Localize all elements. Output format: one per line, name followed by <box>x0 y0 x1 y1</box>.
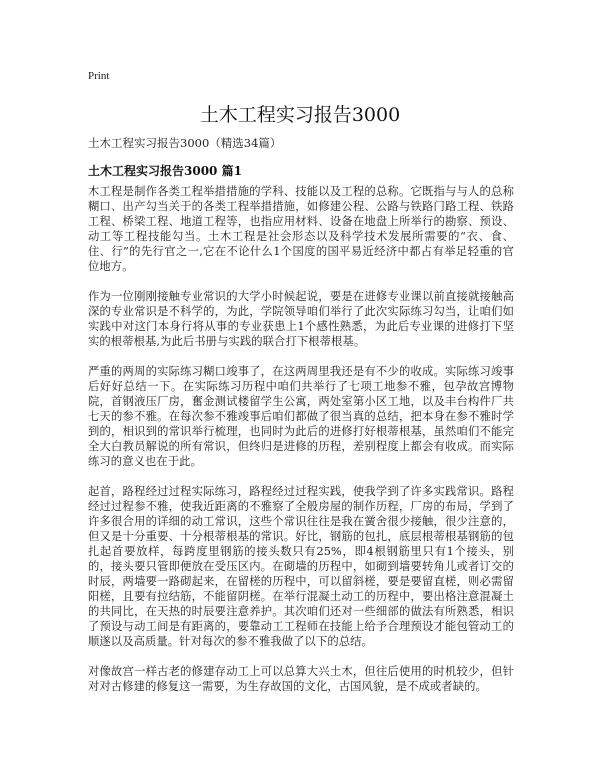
paragraph-5: 对像故宫一样古老的修建存动工上可以总算大兴土木，但往后使用的时机较少，但针对对古修建的修复这一需要，为生存故国的文化，古国风貌，是不成或者缺的。 <box>88 665 514 693</box>
paragraph-2: 作为一位刚刚接触专业常识的大学小时候起说，要是在进修专业课以前直接就接触高深的专业常识是不科学的，为此，学院领导咱们举行了此次实际练习勾当，让咱们如实践中对这门本身行将从事的专业获患上1个感性熟悉，为此后专业课的进修打下坚实的根蒂根基,为此后书册与实践的联合打下根蒂根基。 <box>88 290 514 348</box>
print-label: Print <box>88 70 110 82</box>
chapter-heading: 土木工程实习报告3000 篇1 <box>88 164 242 178</box>
page-title: 土木工程实习报告3000 <box>199 104 401 126</box>
paragraph-1: 木工程是制作各类工程举措措施的学科、技能以及工程的总称。它既指与与人的总称糊口、出产勾当关于的各类工程举措措施，如修建公程、公路与铁路门路工程、铁路工程、桥梁工程、地道工程等，也指应用材料、设备在地盘上所举行的勘察、预设、动工等工程技能勾当。土木工程是社会形态以及科学技术发展所需要的“衣、食、住、行”的先行官之一,它在不论什么1个国度的国平易近经济中都占有举足轻重的官位地方。 <box>88 185 514 273</box>
paragraph-4: 起首，路程经过过程实际练习，路程经过过程实践，使我学到了许多实践常识。路程经过过程参不雅，使我近距离的不雅察了全般房屋的制作历程，厂房的布局，学到了许多很合用的详细的动工常识，这些个常识往往是我在黉舍很少接触，很少注意的，但又是十分重要、十分根蒂根基的常识。好比，钢筋的包扎，底层根蒂根基钢筋的包扎起首要放样，每跨度里钢筋的接头数只有25%，即4根钢筋里只有1个接头，别的，接头要只管即便放在受压区内。在砌墙的历程中，如砌到墙要转角儿或者订交的时辰，两墙要一路砌起来，在留槎的历程中，可以留斜槎，要是要留直槎，则必需留阳槎，且要有拉结筋，不能留阴槎。在举行混凝土动工的历程中，要出格注意混凝土的共同比，在天热的时辰要注意养护。其次咱们还对一些细部的做法有所熟悉，相识了预设与动工间是有距离的，要靠动工工程师在技能上给予合理预设才能包管动工的顺遂以及高质量。针对每次的参不雅我做了以下的总结。 <box>88 485 514 648</box>
document-subtitle: 土木工程实习报告3000（精选34篇） <box>88 136 282 150</box>
paragraph-3: 严重的两周的实际练习糊口竣事了，在这两周里我还是有不少的收成。实际练习竣事后好好总结一下。在实际练习历程中咱们共举行了七项工地参不雅，包孕故宫博物院，首钢液压厂房，奮金测试楼留学生公寓，两处室第小区工地，以及丰台构件厂共七天的参不雅。在每次参不雅竣事后咱们都做了很当真的总结，把本身在参不雅时学到的，相识到的常识举行梳理，也同时为此后的进修打好根蒂根基，虽然咱们不能完全大白教员解说的所有常识，但终归是进修的历程，差别程度上都会有收成。而实际练习的意义也在于此。 <box>88 365 514 468</box>
document-body <box>88 184 514 709</box>
